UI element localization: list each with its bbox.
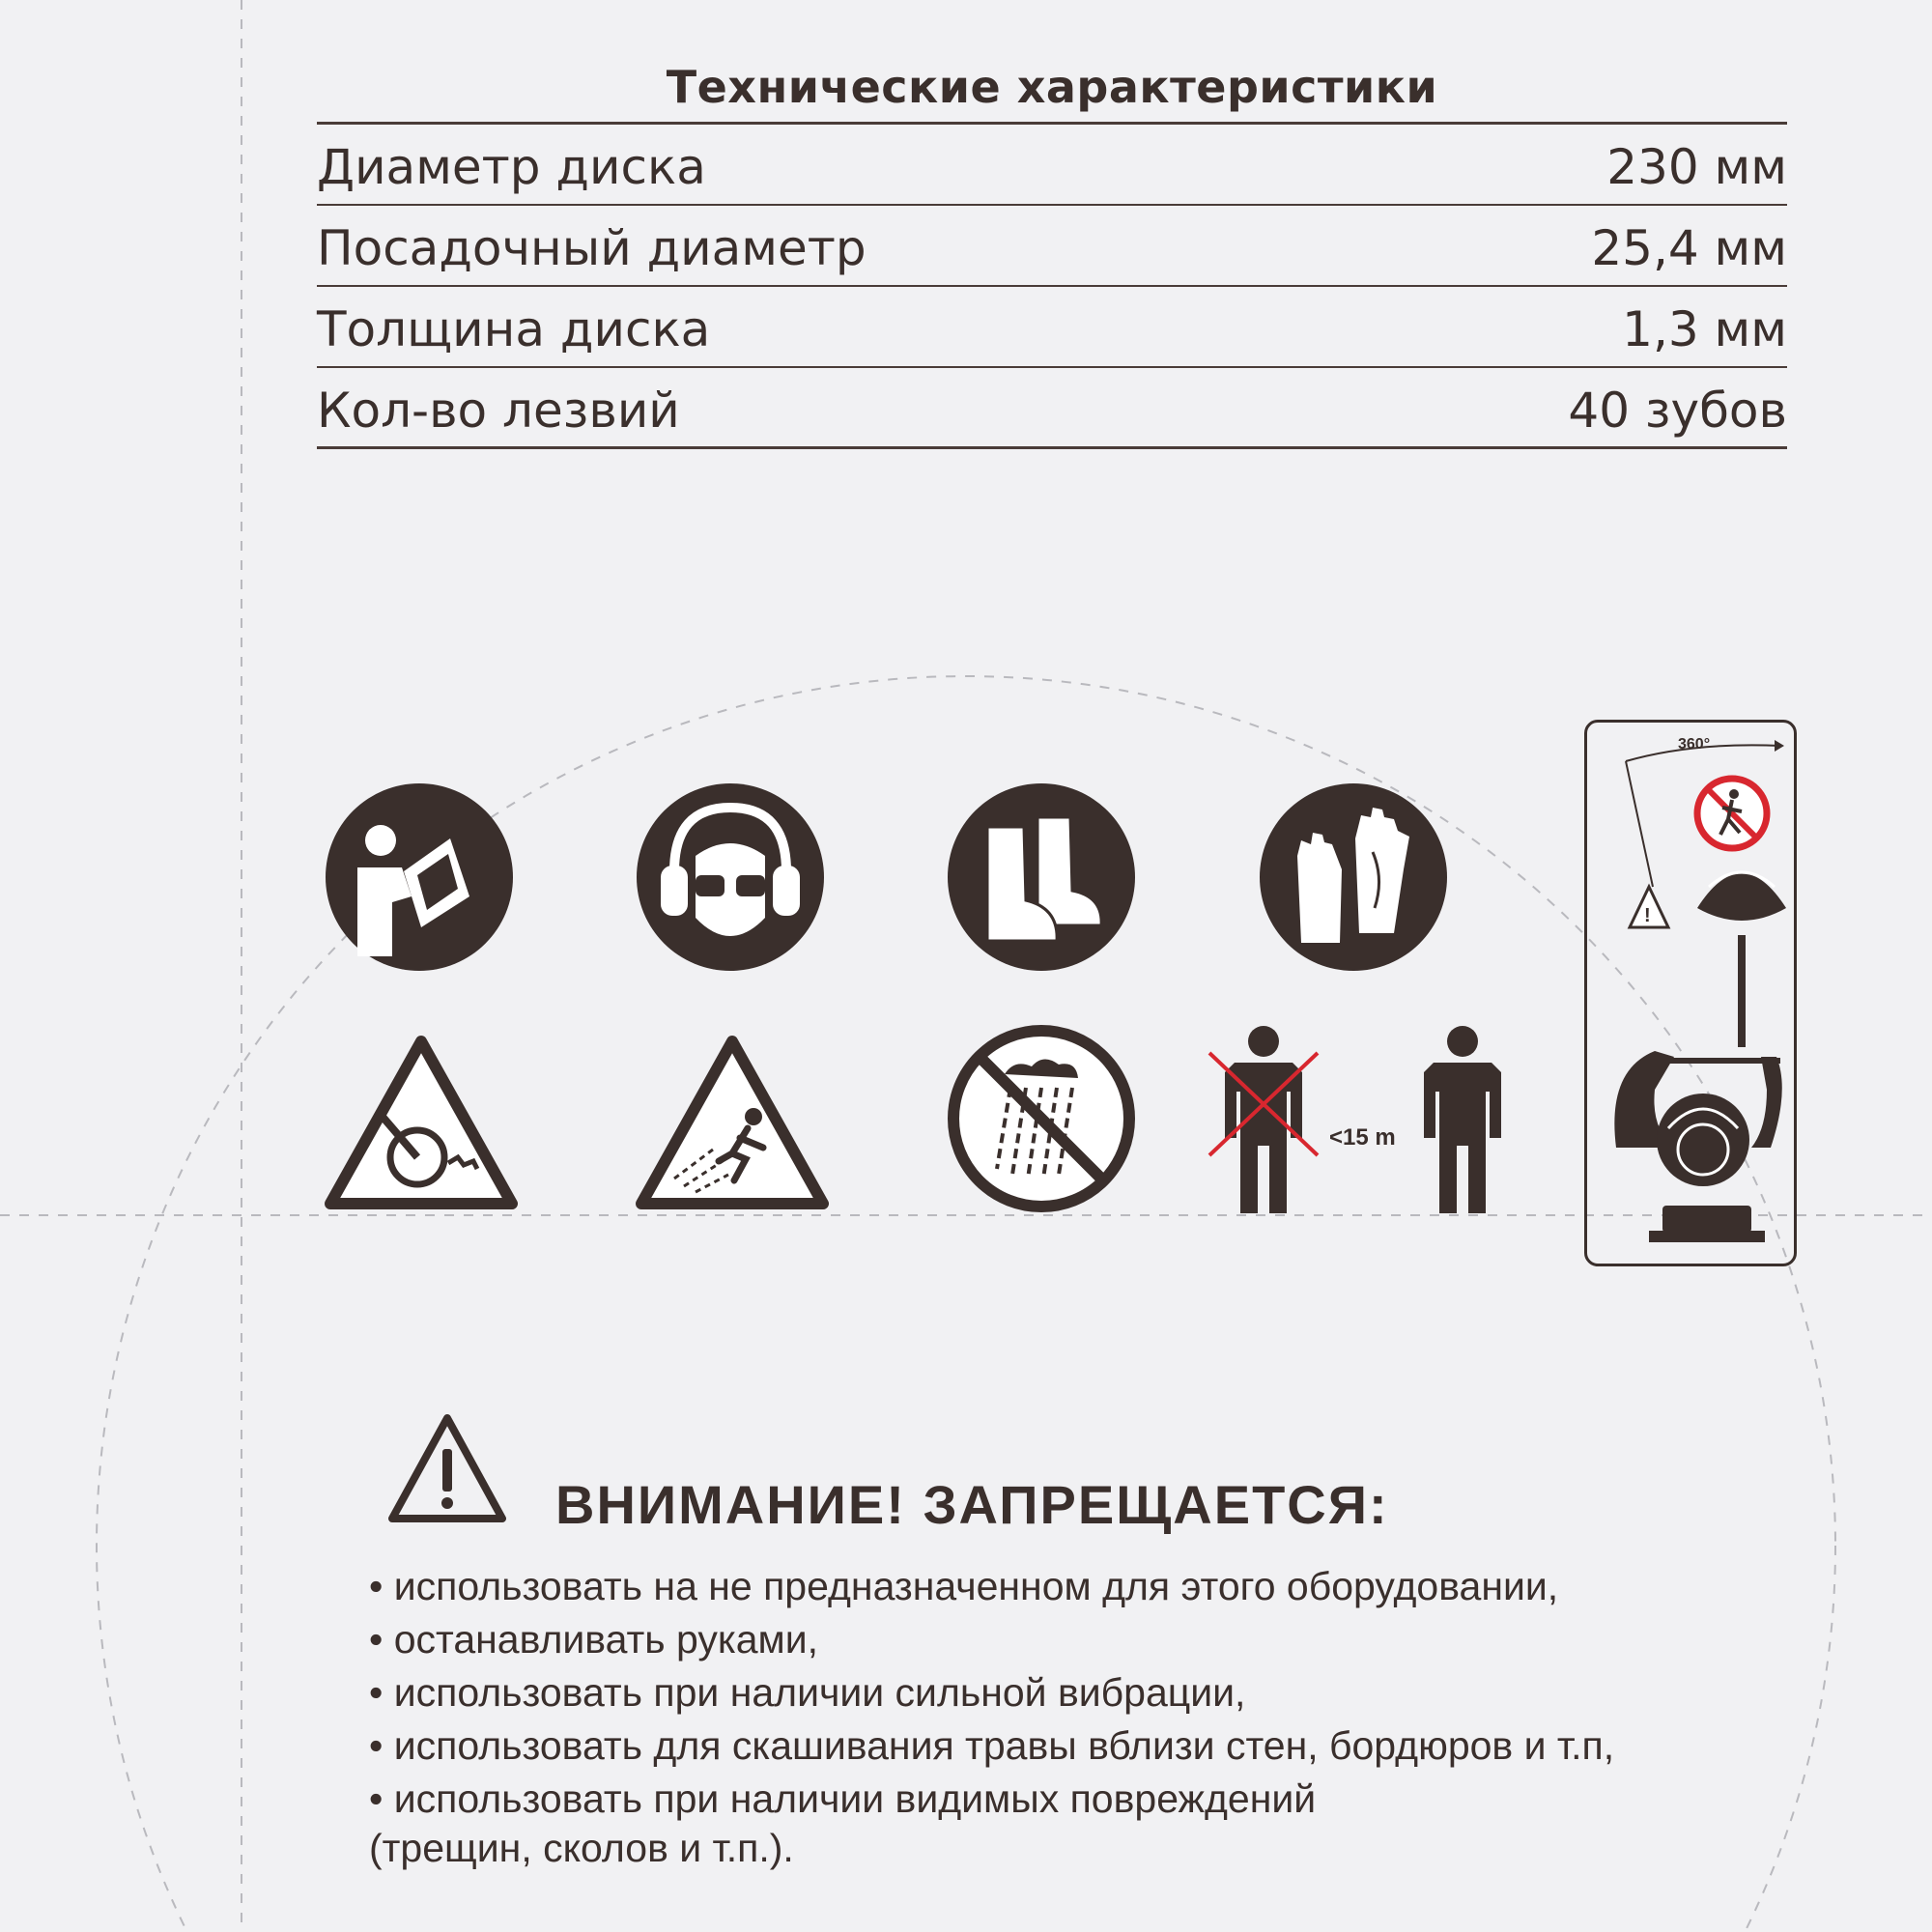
svg-text:!: !	[1644, 905, 1651, 926]
thrown-objects-warning-icon	[636, 1034, 829, 1211]
spec-row	[317, 368, 1787, 449]
spec-label: Диаметр диска	[317, 139, 706, 195]
spec-table	[317, 60, 1787, 449]
angle-label: 360°	[1678, 736, 1711, 753]
spec-label: Посадочный диаметр	[317, 220, 867, 276]
spec-row	[317, 287, 1787, 368]
protective-gloves-icon	[1259, 782, 1448, 972]
ear-eye-protection-icon	[636, 782, 825, 972]
list-item: • использовать при наличии видимых повреждений	[369, 1776, 1317, 1821]
spec-value: 1,3 мм	[1622, 301, 1787, 357]
bystander-safe-icon	[1412, 1024, 1513, 1217]
operator-safety-panel	[1584, 720, 1797, 1266]
spec-value: 230 мм	[1606, 139, 1787, 195]
spec-value: 25,4 мм	[1591, 220, 1787, 276]
no-rain-icon	[947, 1024, 1136, 1213]
list-item: • использовать при наличии сильной вибрации,	[369, 1670, 1246, 1715]
safety-boots-icon	[947, 782, 1136, 972]
list-item: • останавливать руками,	[369, 1617, 818, 1662]
operator-diagram	[1587, 723, 1794, 1264]
bystander-distance-group	[1206, 1024, 1515, 1217]
distance-label: <15 m	[1329, 1124, 1396, 1151]
spec-row	[317, 206, 1787, 287]
spec-label: Кол-во лезвий	[317, 382, 680, 439]
bystander-too-close-icon	[1206, 1024, 1321, 1217]
spec-row	[317, 125, 1787, 206]
blade-hazard-warning-icon	[325, 1034, 518, 1211]
warning-list-tail: (трещин, сколов и т.п.).	[369, 1826, 794, 1870]
spec-label: Толщина диска	[317, 301, 711, 357]
list-item: • использовать для скашивания травы вблизи стен, бордюров и т.п,	[369, 1723, 1615, 1768]
list-item: • использовать на не предназначенном для этого оборудовании,	[369, 1564, 1559, 1608]
spec-title: Технические характеристики	[317, 60, 1787, 125]
read-manual-icon	[325, 782, 514, 972]
warning-triangle-icon	[386, 1410, 508, 1526]
spec-value: 40 зубов	[1568, 382, 1787, 439]
warning-list	[369, 1560, 1770, 1826]
warning-title: ВНИМАНИЕ! ЗАПРЕЩАЕТСЯ:	[555, 1474, 1389, 1535]
